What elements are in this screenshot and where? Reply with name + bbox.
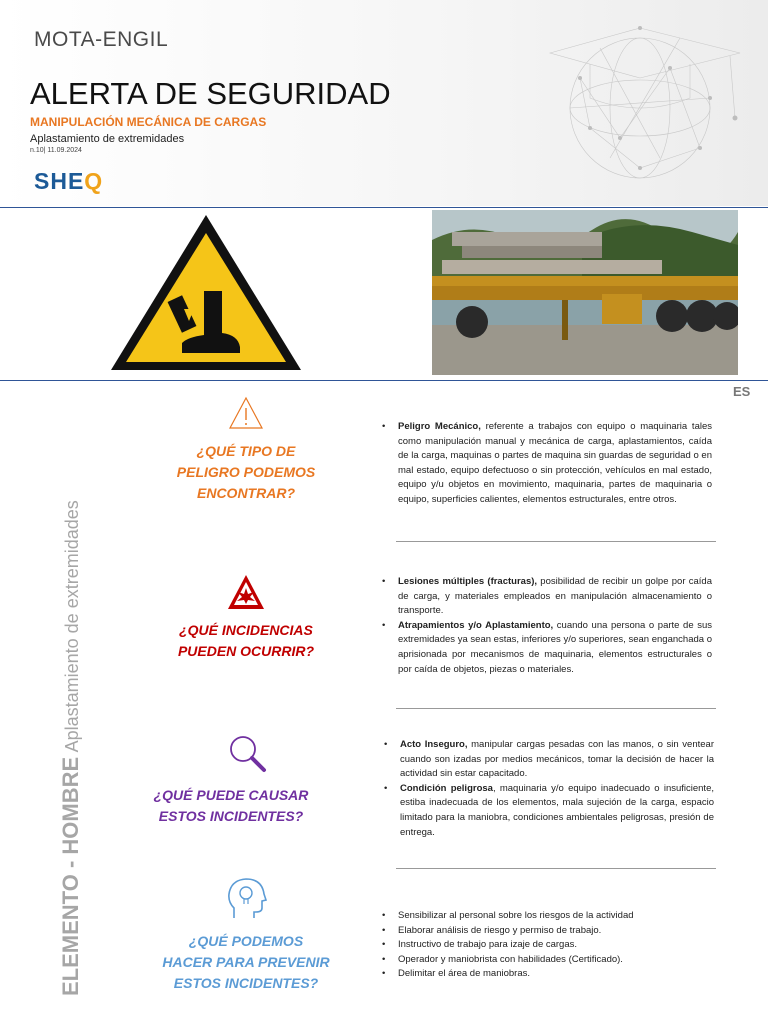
head-lightbulb-icon [226, 876, 268, 920]
side-vertical-label [58, 500, 84, 996]
question-prevention [146, 931, 346, 994]
list-item-bold: Peligro Mecánico, [398, 421, 481, 432]
page-title: ALERTA DE SEGURIDAD [30, 76, 391, 111]
side-label-regular: Aplastamiento de extremidades [62, 500, 82, 753]
list-item: • Delimitar el área de maniobras. [382, 967, 712, 982]
question-hazard-type [156, 441, 336, 504]
sheq-logo-q: Q [84, 168, 104, 194]
list-item [382, 575, 712, 619]
question-line: PUEDEN OCURRIR? [177, 643, 315, 659]
explosion-warning-icon [227, 574, 265, 610]
company-logo: MOTA-ENGIL [34, 28, 169, 51]
list-item-text: manipular cargas pesadas con las manos, o sin ventear cuando son izadas por medios mecánicos, tomar la decisión de hacer la actividad sin estar capacitado. [400, 739, 714, 780]
incidents-list [382, 575, 712, 677]
language-tag: ES [733, 384, 751, 399]
list-item [382, 619, 712, 677]
list-item-text: cuando una persona o parte de sus extremidades ya sean estas, inferiores y/o superiores, sean enganchada o aprisionada por mecanismos de maquinaria, elementos estructurales o por caída de objetos, piezas o materiales. [398, 619, 712, 675]
list-item-text: , maquinaria y/o equipo inadecuado o insuficiente, estiba inadecuada de los elementos, mala sujeción de la carga, espacio limitado para la maniobra, condiciones ambientales peligrosas, presión de entrega. [400, 782, 714, 838]
list-item-bold: Condición peligrosa [400, 782, 493, 794]
question-line: ENCONTRAR? [197, 485, 295, 501]
list-item [384, 738, 714, 782]
question-line: ESTOS INCIDENTES? [158, 808, 304, 824]
question-line: HACER PARA PREVENIR [162, 954, 330, 970]
question-causes [146, 785, 316, 827]
warning-outline-icon [228, 396, 264, 430]
network-globe-graphic [530, 8, 760, 198]
list-item-bold: Lesiones múltiples (fracturas), [398, 576, 538, 587]
topic-label: Aplastamiento de extremidades [30, 133, 185, 145]
flatbed-trailer-photo [432, 210, 738, 375]
section-divider [396, 868, 716, 869]
page-subtitle: MANIPULACIÓN MECÁNICA DE CARGAS [30, 115, 267, 129]
list-item: • Elaborar análisis de riesgo y permiso de trabajo. [382, 924, 712, 939]
question-line: ESTOS INCIDENTES? [173, 975, 319, 991]
question-incidents [156, 620, 336, 662]
question-line: PELIGRO PODEMOS [176, 464, 316, 480]
list-item-text: referente a trabajos con equipo o maquinaria tales como manipulación manual y mecánica de carga, aplastamientos, caída de la carga, maquinas o partes de maquina sin guardas de seguridad o en mal estado, equipo defectuoso o sin protección, vehículos en mal estado, equipo y/u objetos en movimiento, maquinaria, partes de maquinaria o equipo, superficies calientes, elementos estructurales, entre otros. [398, 421, 712, 505]
list-item: • Instructivo de trabajo para izaje de cargas. [382, 938, 712, 953]
side-label-bold: ELEMENTO - HOMBRE [58, 756, 83, 996]
list-item-bold: Acto Inseguro, [400, 739, 468, 750]
magnifier-icon [226, 732, 268, 774]
document-meta: n.10| 11.09.2024 [30, 147, 82, 154]
list-item [382, 420, 712, 508]
list-item: • Operador y maniobrista con habilidades (Certificado). [382, 953, 712, 968]
list-item: • Sensibilizar al personal sobre los riesgos de la actividad [382, 909, 712, 924]
list-item-text: posibilidad de recibir un golpe por caída de carga, y materiales empleados en manipulación almacenamiento o transporte. [398, 576, 712, 617]
sheq-logo [34, 168, 103, 195]
causes-list [384, 738, 714, 840]
list-item-bold: Atrapamientos y/o Aplastamiento, [398, 619, 554, 631]
section-divider [396, 541, 716, 542]
section-divider [396, 708, 716, 709]
list-item [384, 782, 714, 840]
sheq-logo-main: SHE [34, 168, 85, 194]
question-line: ¿QUÉ PODEMOS [188, 933, 304, 949]
question-line: ¿QUÉ TIPO DE [196, 443, 296, 459]
hazard-list [382, 420, 712, 508]
question-line: ¿QUÉ INCIDENCIAS [179, 622, 313, 638]
question-line: ¿QUÉ PUEDE CAUSAR [153, 787, 309, 803]
crush-hazard-sign [108, 211, 304, 374]
prevention-list [382, 909, 712, 982]
